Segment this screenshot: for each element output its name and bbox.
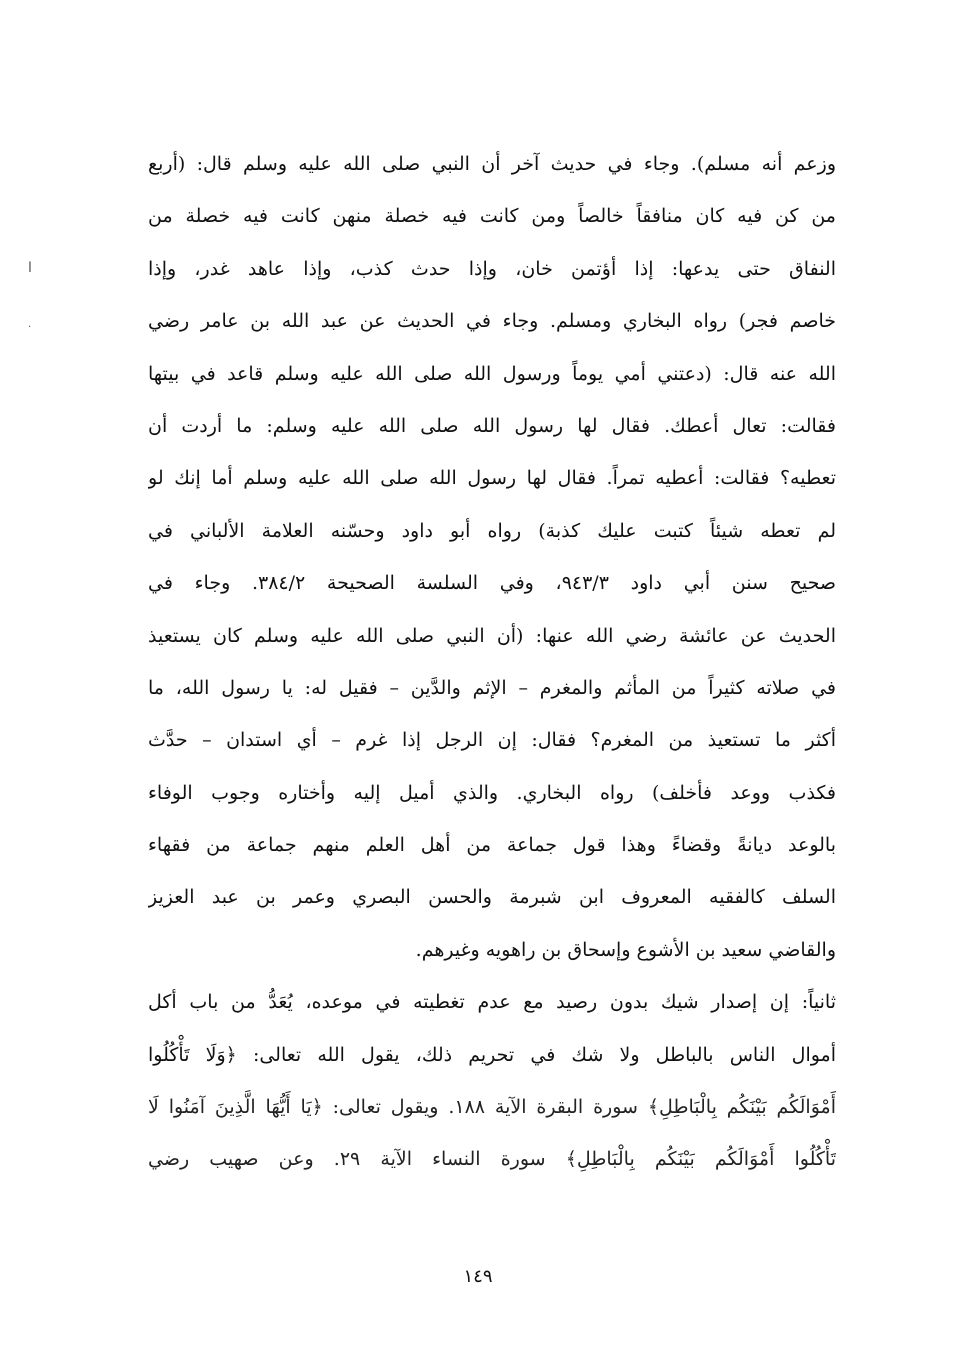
text-line: خاصم فجر) رواه البخاري ومسلم. وجاء في الحديث عن عبد الله بن عامر رضي: [148, 310, 836, 333]
text-line: ثانياً: إن إصدار شيك بدون رصيد مع عدم تغطيته في موعده، يُعَدُّ من باب أكل: [148, 991, 836, 1014]
text-line: من كن فيه كان منافقاً خالصاً ومن كانت فيه خصلة منهن كانت فيه خصلة من: [148, 205, 836, 228]
text-line: بالوعد ديانةً وقضاءً وهذا قول جماعة من أهل العلم منهم جماعة من فقهاء: [148, 834, 836, 857]
text-line: فكذب ووعد فأخلف) رواه البخاري. والذي أميل إليه وأختاره وجوب الوفاء: [148, 781, 836, 804]
text-line: النفاق حتى يدعها: إذا أؤتمن خان، وإذا حدث كذب، وإذا عاهد غدر، وإذا: [148, 257, 836, 280]
text-line: فقالت: تعال أعطك. فقال لها رسول الله صلى الله عليه وسلم: ما أردت أن: [148, 414, 836, 437]
text-line: الله عنه قال: (دعتني أمي يوماً ورسول الله صلى الله عليه وسلم قاعد في بيتها: [148, 362, 836, 385]
page-number: ١٤٩: [463, 1266, 493, 1287]
text-line: صحيح سنن أبي داود ٩٤٣/٣، وفي السلسة الصحيحة ٣٨٤/٢. وجاء في: [148, 572, 836, 595]
text-line: الحديث عن عائشة رضي الله عنها: (أن النبي صلى الله عليه وسلم كان يستعيذ: [148, 624, 836, 647]
text-line: أموال الناس بالباطل ولا شك في تحريم ذلك، يقول الله تعالى: ﴿وَلَا تَأْكُلُوا: [148, 1043, 836, 1066]
margin-mark: ا: [28, 260, 32, 276]
text-line-quran-verse: تَأْكُلُوا أَمْوَالَكُم بَيْنَكُم بِالْبَاطِلِ﴾ سورة النساء الآية ٢٩. وعن صهيب رضي: [148, 1148, 836, 1171]
margin-mark: .: [28, 319, 32, 330]
body-text: [148, 138, 836, 1186]
text-line-paragraph-end: والقاضي سعيد بن الأشوع وإسحاق بن راهويه وغيرهم.: [415, 938, 836, 961]
text-line: تعطيه؟ فقالت: أعطيه تمراً. فقال لها رسول الله صلى الله عليه وسلم أما إنك لو: [148, 467, 836, 490]
text-line-quran-verse: أَمْوَالَكُم بَيْنَكُم بِالْبَاطِلِ﴾ سورة البقرة الآية ١٨٨. ويقول تعالى: ﴿يَا أَيُّهَا الَّذِينَ آمَنُوا لَا: [148, 1096, 836, 1119]
text-line: السلف كالفقيه المعروف ابن شبرمة والحسن البصري وعمر بن عبد العزيز: [148, 886, 836, 909]
text-line: أكثر ما تستعيذ من المغرم؟ فقال: إن الرجل إذا غرم – أي استدان – حدَّث: [148, 729, 836, 752]
text-line: في صلاته كثيراً من المأثم والمغرم – الإثم والدَّين – فقيل له: يا رسول الله، ما: [148, 676, 836, 699]
text-line: وزعم أنه مسلم). وجاء في حديث آخر أن النبي صلى الله عليه وسلم قال: (أربع: [148, 153, 836, 175]
text-line: لم تعطه شيئاً كتبت عليك كذبة) رواه أبو داود وحسّنه العلامة الألباني في: [148, 519, 836, 542]
